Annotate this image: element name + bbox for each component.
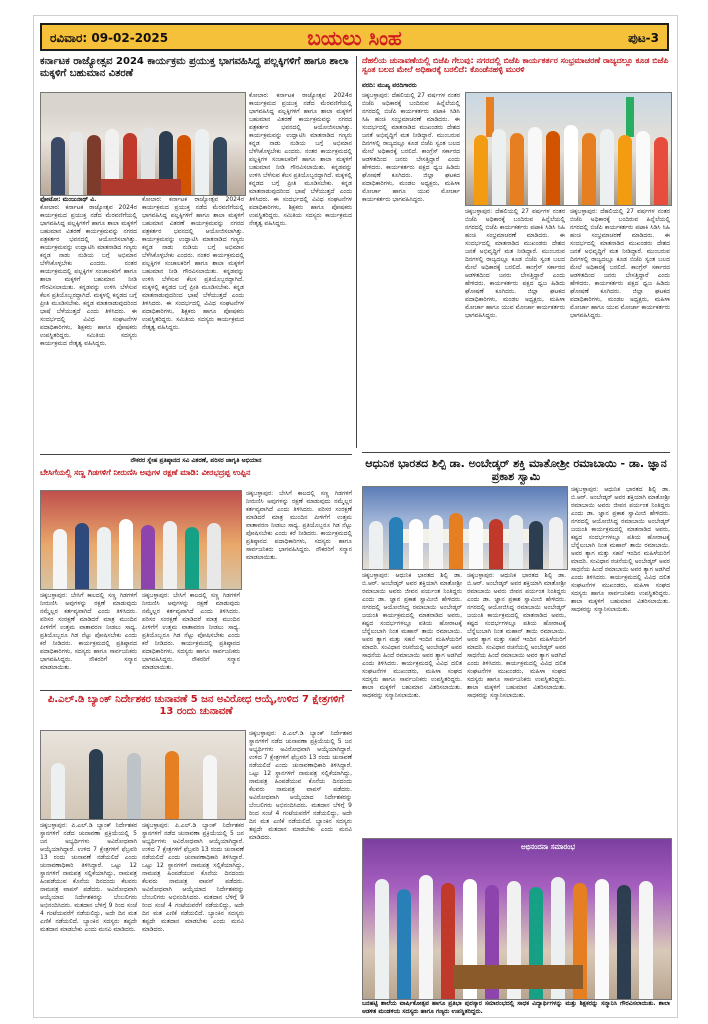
article-5-body-col-3: ಚಿಕ್ಕಬಳ್ಳಾಪುರ: ಪಿ.ಎಲ್.ಡಿ ಬ್ಯಾಂಕ್ ನಿರ್ದೇಶಕರ ಸ್ಥಾನಗಳಿಗೆ ನಡೆದ ಚುನಾವಣಾ ಪ್ರಕ್ರಿಯೆಯಲ್ಲಿ 5 ಜನ ಅಭ್ಯರ್ಥಿಗಳು ಅವಿರೋಧವಾಗಿ ಆಯ್ಕೆಯಾಗಿದ್ದಾರೆ. ಉಳಿದ 7 ಕ್ಷೇತ್ರಗಳಿಗೆ ಫೆಬ್ರವರಿ 13 ರಂದು ಚುನಾವಣೆ ನಡೆಯಲಿದೆ ಎಂದು ಚುನಾವಣಾಧಿಕಾರಿ ತಿಳಿಸಿದ್ದಾರೆ. ಒಟ್ಟು 12 ಸ್ಥಾನಗಳಿಗೆ ನಾಮಪತ್ರ ಸಲ್ಲಿಕೆಯಾಗಿದ್ದು, ನಾಮಪತ್ರ ಹಿಂಪಡೆಯುವ ಕೊನೆಯ ದಿನದಂದು ಕೆಲವರು ನಾಮಪತ್ರ ವಾಪಸ್ ಪಡೆದರು. ಅವಿರೋಧವಾಗಿ ಆಯ್ಕೆಯಾದ ನಿರ್ದೇಶಕರನ್ನು ಬೆಂಬಲಿಗರು ಅಭಿನಂದಿಸಿದರು. ಮತದಾನ ಬೆಳಿಗ್ಗೆ 9 ರಿಂದ ಸಂಜೆ 4 ಗಂಟೆಯವರೆಗೆ ನಡೆಯಲಿದ್ದು, ಅದೇ ದಿನ ಮತ ಎಣಿಕೆ ನಡೆಯಲಿದೆ. ಬ್ಯಾಂಕಿನ ಸದಸ್ಯರು ತಪ್ಪದೇ ಮತದಾನ ಮಾಡಬೇಕು ಎಂದು ಮನವಿ ಮಾಡಿದರು. <box>249 730 352 841</box>
article-3-body-col-3: ಚಿಕ್ಕಬಳ್ಳಾಪುರ: ಬೇಸಿಗೆ ಕಾಲದಲ್ಲಿ ಸಣ್ಣ ಗಿಡಗಳಿಗೆ ನೀರುಣಿಸಿ ಅವುಗಳನ್ನು ರಕ್ಷಣೆ ಮಾಡುವುದು ನಮ್ಮೆಲ್ಲರ ಕರ್ತವ್ಯವಾಗಿದೆ ಎಂದು ತಿಳಿಸಿದರು. ಪರಿಸರ ಸಂರಕ್ಷಣೆ ಮಾಡಿದರೆ ಮಾತ್ರ ಮುಂದಿನ ಪೀಳಿಗೆಗೆ ಉತ್ತಮ ವಾತಾವರಣ ನೀಡಲು ಸಾಧ್ಯ. ಪ್ರತಿಯೊಬ್ಬರೂ ಗಿಡ ನೆಟ್ಟು ಪೋಷಿಸಬೇಕು ಎಂದು ಕರೆ ನೀಡಿದರು. ಕಾರ್ಯಕ್ರಮದಲ್ಲಿ ಪ್ರತಿಷ್ಠಾನದ ಪದಾಧಿಕಾರಿಗಳು, ಸದಸ್ಯರು ಹಾಗೂ ಸಾರ್ವಜನಿಕರು ಭಾಗವಹಿಸಿದ್ದರು. ನೌಕರರಿಗೆ ಸನ್ಮಾನ ಮಾಡಲಾಯಿತು. <box>246 490 352 561</box>
article-3-body-col-2: ಚಿಕ್ಕಬಳ್ಳಾಪುರ: ಬೇಸಿಗೆ ಕಾಲದಲ್ಲಿ ಸಣ್ಣ ಗಿಡಗಳಿಗೆ ನೀರುಣಿಸಿ ಅವುಗಳನ್ನು ರಕ್ಷಣೆ ಮಾಡುವುದು ನಮ್ಮೆಲ್ಲರ ಕರ್ತವ್ಯವಾಗಿದೆ ಎಂದು ತಿಳಿಸಿದರು. ಪರಿಸರ ಸಂರಕ್ಷಣೆ ಮಾಡಿದರೆ ಮಾತ್ರ ಮುಂದಿನ ಪೀಳಿಗೆಗೆ ಉತ್ತಮ ವಾತಾವರಣ ನೀಡಲು ಸಾಧ್ಯ. ಪ್ರತಿಯೊಬ್ಬರೂ ಗಿಡ ನೆಟ್ಟು ಪೋಷಿಸಬೇಕು ಎಂದು ಕರೆ ನೀಡಿದರು. ಕಾರ್ಯಕ್ರಮದಲ್ಲಿ ಪ್ರತಿಷ್ಠಾನದ ಪದಾಧಿಕಾರಿಗಳು, ಸದಸ್ಯರು ಹಾಗೂ ಸಾರ್ವಜನಿಕರು ಭಾಗವಹಿಸಿದ್ದರು. ನೌಕರರಿಗೆ ಸನ್ಮಾನ ಮಾಡಲಾಯಿತು. <box>142 592 240 671</box>
article-2-body-col-2: ಚಿಕ್ಕಬಳ್ಳಾಪುರ: ದೆಹಲಿಯಲ್ಲಿ 27 ವರ್ಷಗಳ ನಂತರ ಬಿಜೆಪಿ ಅಧಿಕಾರಕ್ಕೆ ಬಂದಿರುವ ಹಿನ್ನೆಲೆಯಲ್ಲಿ ನಗರದಲ್ಲಿ ಬಿಜೆಪಿ ಕಾರ್ಯಕರ್ತರು ಪಟಾಕಿ ಸಿಡಿಸಿ ಸಿಹಿ ಹಂಚಿ ಸಂಭ್ರಮಾಚರಣೆ ಮಾಡಿದರು. ಈ ಸಂದರ್ಭದಲ್ಲಿ ಮಾತನಾಡಿದ ಮುಖಂಡರು ದೇಶದ ಜನತೆ ಅಭಿವೃದ್ಧಿಗೆ ಮತ ನೀಡಿದ್ದಾರೆ. ಮುಂಬರುವ ದಿನಗಳಲ್ಲಿ ರಾಜ್ಯದಲ್ಲೂ ಕೂಡ ಬಿಜೆಪಿ ಸ್ವಂತ ಬಲದ ಮೇಲೆ ಅಧಿಕಾರಕ್ಕೆ ಬರಲಿದೆ. ಕಾಂಗ್ರೆಸ್ ಸರ್ಕಾರದ ಆಡಳಿತದಿಂದ ಜನರು ಬೇಸತ್ತಿದ್ದಾರೆ ಎಂದು ಹೇಳಿದರು. ಕಾರ್ಯಕರ್ತರು ಪಕ್ಷದ ಧ್ವಜ ಹಿಡಿದು ಘೋಷಣೆ ಕೂಗಿದರು. ಜಿಲ್ಲಾ ಘಟಕದ ಪದಾಧಿಕಾರಿಗಳು, ಮಂಡಲ ಅಧ್ಯಕ್ಷರು, ಮಹಿಳಾ ಮೋರ್ಚಾ ಹಾಗೂ ಯುವ ಮೋರ್ಚಾ ಕಾರ್ಯಕರ್ತರು ಭಾಗವಹಿಸಿದ್ದರು. <box>465 208 565 319</box>
article-3-body-col-1: ಚಿಕ್ಕಬಳ್ಳಾಪುರ: ಬೇಸಿಗೆ ಕಾಲದಲ್ಲಿ ಸಣ್ಣ ಗಿಡಗಳಿಗೆ ನೀರುಣಿಸಿ ಅವುಗಳನ್ನು ರಕ್ಷಣೆ ಮಾಡುವುದು ನಮ್ಮೆಲ್ಲರ ಕರ್ತವ್ಯವಾಗಿದೆ ಎಂದು ತಿಳಿಸಿದರು. ಪರಿಸರ ಸಂರಕ್ಷಣೆ ಮಾಡಿದರೆ ಮಾತ್ರ ಮುಂದಿನ ಪೀಳಿಗೆಗೆ ಉತ್ತಮ ವಾತಾವರಣ ನೀಡಲು ಸಾಧ್ಯ. ಪ್ರತಿಯೊಬ್ಬರೂ ಗಿಡ ನೆಟ್ಟು ಪೋಷಿಸಬೇಕು ಎಂದು ಕರೆ ನೀಡಿದರು. ಕಾರ್ಯಕ್ರಮದಲ್ಲಿ ಪ್ರತಿಷ್ಠಾನದ ಪದಾಧಿಕಾರಿಗಳು, ಸದಸ್ಯರು ಹಾಗೂ ಸಾರ್ವಜನಿಕರು ಭಾಗವಹಿಸಿದ್ದರು. ನೌಕರರಿಗೆ ಸನ್ಮಾನ ಮಾಡಲಾಯಿತು. <box>40 592 137 671</box>
masthead <box>40 23 669 51</box>
article-1-photo <box>40 92 246 196</box>
article-3-photo <box>40 490 242 590</box>
article-3-headline: ಬೇಸಿಗೆಯಲ್ಲಿ ಸಣ್ಣ ಗಿಡಗಳಿಗೆ ನೀರುಣಿಸಿ ಅವುಗಳ ರಕ್ಷಣೆ ಮಾಡಿ: ವೀರಭದ್ರಪ್ಪ ಉಪ್ಪಿನ <box>40 468 251 477</box>
article-5-body-col-1: ಚಿಕ್ಕಬಳ್ಳಾಪುರ: ಪಿ.ಎಲ್.ಡಿ ಬ್ಯಾಂಕ್ ನಿರ್ದೇಶಕರ ಸ್ಥಾನಗಳಿಗೆ ನಡೆದ ಚುನಾವಣಾ ಪ್ರಕ್ರಿಯೆಯಲ್ಲಿ 5 ಜನ ಅಭ್ಯರ್ಥಿಗಳು ಅವಿರೋಧವಾಗಿ ಆಯ್ಕೆಯಾಗಿದ್ದಾರೆ. ಉಳಿದ 7 ಕ್ಷೇತ್ರಗಳಿಗೆ ಫೆಬ್ರವರಿ 13 ರಂದು ಚುನಾವಣೆ ನಡೆಯಲಿದೆ ಎಂದು ಚುನಾವಣಾಧಿಕಾರಿ ತಿಳಿಸಿದ್ದಾರೆ. ಒಟ್ಟು 12 ಸ್ಥಾನಗಳಿಗೆ ನಾಮಪತ್ರ ಸಲ್ಲಿಕೆಯಾಗಿದ್ದು, ನಾಮಪತ್ರ ಹಿಂಪಡೆಯುವ ಕೊನೆಯ ದಿನದಂದು ಕೆಲವರು ನಾಮಪತ್ರ ವಾಪಸ್ ಪಡೆದರು. ಅವಿರೋಧವಾಗಿ ಆಯ್ಕೆಯಾದ ನಿರ್ದೇಶಕರನ್ನು ಬೆಂಬಲಿಗರು ಅಭಿನಂದಿಸಿದರು. ಮತದಾನ ಬೆಳಿಗ್ಗೆ 9 ರಿಂದ ಸಂಜೆ 4 ಗಂಟೆಯವರೆಗೆ ನಡೆಯಲಿದ್ದು, ಅದೇ ದಿನ ಮತ ಎಣಿಕೆ ನಡೆಯಲಿದೆ. ಬ್ಯಾಂಕಿನ ಸದಸ್ಯರು ತಪ್ಪದೇ ಮತದಾನ ಮಾಡಬೇಕು ಎಂದು ಮನವಿ ಮಾಡಿದರು. <box>40 822 137 933</box>
issue-date: ರವಿವಾರ: 09-02-2025 <box>50 31 169 45</box>
article-4-body-col-3: ಚಿಕ್ಕಬಳ್ಳಾಪುರ: ಆಧುನಿಕ ಭಾರತದ ಶಿಲ್ಪಿ ಡಾ. ಬಿ.ಆರ್. ಅಂಬೇಡ್ಕರ್ ಅವರ ಶಕ್ತಿಯಾಗಿ ಮಾತೋಶ್ರೀ ರಮಾಬಾಯಿ ಅವರು ಜೀವನ ಪರ್ಯಂತ ನಿಂತಿದ್ದರು ಎಂದು ಡಾ. ಜ್ಞಾನ ಪ್ರಕಾಶ ಸ್ವಾಮೀಜಿ ಹೇಳಿದರು. ನಗರದಲ್ಲಿ ಆಯೋಜಿಸಿದ್ದ ರಮಾಬಾಯಿ ಅಂಬೇಡ್ಕರ್ ಜಯಂತಿ ಕಾರ್ಯಕ್ರಮದಲ್ಲಿ ಮಾತನಾಡಿದ ಅವರು, ಕಷ್ಟದ ಸಂದರ್ಭಗಳಲ್ಲೂ ಪತಿಯ ಹೋರಾಟಕ್ಕೆ ಬೆನ್ನೆಲುಬಾಗಿ ನಿಂತ ಮಹಾನ್ ತಾಯಿ ರಮಾಬಾಯಿ. ಅವರ ತ್ಯಾಗ ಮತ್ತು ಸಹನೆ ಇಂದಿನ ಮಹಿಳೆಯರಿಗೆ ಮಾದರಿ. ಸಂವಿಧಾನ ರಚನೆಯಲ್ಲಿ ಅಂಬೇಡ್ಕರ್ ಅವರ ಸಾಧನೆಯ ಹಿಂದೆ ರಮಾಬಾಯಿ ಅವರ ತ್ಯಾಗ ಅಡಗಿದೆ ಎಂದು ತಿಳಿಸಿದರು. ಕಾರ್ಯಕ್ರಮದಲ್ಲಿ ವಿವಿಧ ದಲಿತ ಸಂಘಟನೆಗಳ ಮುಖಂಡರು, ಮಹಿಳಾ ಸಂಘದ ಸದಸ್ಯರು ಹಾಗೂ ಸಾರ್ವಜನಿಕರು ಉಪಸ್ಥಿತರಿದ್ದರು. ಶಾಲಾ ಮಕ್ಕಳಿಗೆ ಬಹುಮಾನ ವಿತರಿಸಲಾಯಿತು. ಸಾಧಕರನ್ನು ಸನ್ಮಾನಿಸಲಾಯಿತು. <box>571 486 670 613</box>
article-1-body-col-1: ಕೋಲಾರ: ಕರ್ನಾಟಕ ರಾಜ್ಯೋತ್ಸವ 2024ರ ಕಾರ್ಯಕ್ರಮದ ಪ್ರಯುಕ್ತ ನಡೆದ ಮೆರವಣಿಗೆಯಲ್ಲಿ ಭಾಗವಹಿಸಿದ್ದ ಪಲ್ಲಕ್ಕಿಗಳಿಗೆ ಹಾಗೂ ಶಾಲಾ ಮಕ್ಕಳಿಗೆ ಬಹುಮಾನ ವಿತರಣೆ ಕಾರ್ಯಕ್ರಮವನ್ನು ನಗರದ ಪತ್ರಕರ್ತರ ಭವನದಲ್ಲಿ ಆಯೋಜಿಸಲಾಗಿತ್ತು. ಕಾರ್ಯಕ್ರಮವನ್ನು ಉದ್ಘಾಟಿಸಿ ಮಾತನಾಡಿದ ಗಣ್ಯರು ಕನ್ನಡ ನಾಡು ನುಡಿಯ ಬಗ್ಗೆ ಅಭಿಮಾನ ಬೆಳೆಸಿಕೊಳ್ಳಬೇಕು ಎಂದರು. ನಂತರ ಕಾರ್ಯಕ್ರಮದಲ್ಲಿ ಪಲ್ಲಕ್ಕಿಗಳ ಸಂಚಾಲಕರಿಗೆ ಹಾಗೂ ಶಾಲಾ ಮಕ್ಕಳಿಗೆ ಬಹುಮಾನ ನೀಡಿ ಗೌರವಿಸಲಾಯಿತು. ಕನ್ನಡವನ್ನು ಉಳಿಸಿ ಬೆಳೆಸುವ ಕೆಲಸ ಪ್ರತಿಯೊಬ್ಬರದ್ದಾಗಿದೆ. ಮಕ್ಕಳಲ್ಲಿ ಕನ್ನಡದ ಬಗ್ಗೆ ಪ್ರೀತಿ ಮೂಡಿಸಬೇಕು. ಕನ್ನಡ ಮಾತನಾಡುವುದರಿಂದ ಭಾಷೆ ಬೆಳೆಯುತ್ತದೆ ಎಂದು ತಿಳಿಸಿದರು. ಈ ಸಂದರ್ಭದಲ್ಲಿ ವಿವಿಧ ಸಂಘಟನೆಗಳ ಪದಾಧಿಕಾರಿಗಳು, ಶಿಕ್ಷಕರು ಹಾಗೂ ಪೋಷಕರು ಉಪಸ್ಥಿತರಿದ್ದರು. ಸಮಿತಿಯ ಸದಸ್ಯರು ಕಾರ್ಯಕ್ರಮದ ನೇತೃತ್ವ ವಹಿಸಿದ್ದರು. <box>40 204 137 347</box>
article-5-photo <box>40 730 246 820</box>
section-divider <box>362 452 670 453</box>
article-5-body-col-2: ಚಿಕ್ಕಬಳ್ಳಾಪುರ: ಪಿ.ಎಲ್.ಡಿ ಬ್ಯಾಂಕ್ ನಿರ್ದೇಶಕರ ಸ್ಥಾನಗಳಿಗೆ ನಡೆದ ಚುನಾವಣಾ ಪ್ರಕ್ರಿಯೆಯಲ್ಲಿ 5 ಜನ ಅಭ್ಯರ್ಥಿಗಳು ಅವಿರೋಧವಾಗಿ ಆಯ್ಕೆಯಾಗಿದ್ದಾರೆ. ಉಳಿದ 7 ಕ್ಷೇತ್ರಗಳಿಗೆ ಫೆಬ್ರವರಿ 13 ರಂದು ಚುನಾವಣೆ ನಡೆಯಲಿದೆ ಎಂದು ಚುನಾವಣಾಧಿಕಾರಿ ತಿಳಿಸಿದ್ದಾರೆ. ಒಟ್ಟು 12 ಸ್ಥಾನಗಳಿಗೆ ನಾಮಪತ್ರ ಸಲ್ಲಿಕೆಯಾಗಿದ್ದು, ನಾಮಪತ್ರ ಹಿಂಪಡೆಯುವ ಕೊನೆಯ ದಿನದಂದು ಕೆಲವರು ನಾಮಪತ್ರ ವಾಪಸ್ ಪಡೆದರು. ಅವಿರೋಧವಾಗಿ ಆಯ್ಕೆಯಾದ ನಿರ್ದೇಶಕರನ್ನು ಬೆಂಬಲಿಗರು ಅಭಿನಂದಿಸಿದರು. ಮತದಾನ ಬೆಳಿಗ್ಗೆ 9 ರಿಂದ ಸಂಜೆ 4 ಗಂಟೆಯವರೆಗೆ ನಡೆಯಲಿದ್ದು, ಅದೇ ದಿನ ಮತ ಎಣಿಕೆ ನಡೆಯಲಿದೆ. ಬ್ಯಾಂಕಿನ ಸದಸ್ಯರು ತಪ್ಪದೇ ಮತದಾನ ಮಾಡಬೇಕು ಎಂದು ಮನವಿ ಮಾಡಿದರು. <box>142 822 244 933</box>
article-2-body-col-1: ಚಿಕ್ಕಬಳ್ಳಾಪುರ: ದೆಹಲಿಯಲ್ಲಿ 27 ವರ್ಷಗಳ ನಂತರ ಬಿಜೆಪಿ ಅಧಿಕಾರಕ್ಕೆ ಬಂದಿರುವ ಹಿನ್ನೆಲೆಯಲ್ಲಿ ನಗರದಲ್ಲಿ ಬಿಜೆಪಿ ಕಾರ್ಯಕರ್ತರು ಪಟಾಕಿ ಸಿಡಿಸಿ ಸಿಹಿ ಹಂಚಿ ಸಂಭ್ರಮಾಚರಣೆ ಮಾಡಿದರು. ಈ ಸಂದರ್ಭದಲ್ಲಿ ಮಾತನಾಡಿದ ಮುಖಂಡರು ದೇಶದ ಜನತೆ ಅಭಿವೃದ್ಧಿಗೆ ಮತ ನೀಡಿದ್ದಾರೆ. ಮುಂಬರುವ ದಿನಗಳಲ್ಲಿ ರಾಜ್ಯದಲ್ಲೂ ಕೂಡ ಬಿಜೆಪಿ ಸ್ವಂತ ಬಲದ ಮೇಲೆ ಅಧಿಕಾರಕ್ಕೆ ಬರಲಿದೆ. ಕಾಂಗ್ರೆಸ್ ಸರ್ಕಾರದ ಆಡಳಿತದಿಂದ ಜನರು ಬೇಸತ್ತಿದ್ದಾರೆ ಎಂದು ಹೇಳಿದರು. ಕಾರ್ಯಕರ್ತರು ಪಕ್ಷದ ಧ್ವಜ ಹಿಡಿದು ಘೋಷಣೆ ಕೂಗಿದರು. ಜಿಲ್ಲಾ ಘಟಕದ ಪದಾಧಿಕಾರಿಗಳು, ಮಂಡಲ ಅಧ್ಯಕ್ಷರು, ಮಹಿಳಾ ಮೋರ್ಚಾ ಹಾಗೂ ಯುವ ಮೋರ್ಚಾ ಕಾರ್ಯಕರ್ತರು ಭಾಗವಹಿಸಿದ್ದರು. <box>362 92 460 203</box>
article-5-headline: ಪಿ.ಎಲ್.ಡಿ ಬ್ಯಾಂಕ್ ನಿರ್ದೇಶಕರ ಚುನಾವಣೆ 5 ಜನ ಅವಿರೋಧ ಆಯ್ಕೆ,ಉಳಿದ 7 ಕ್ಷೇತ್ರಗಳಿಗೆ 13 ರಂದು ಚುನಾವಣೆ <box>47 694 345 717</box>
page-number: ಪುಟ-3 <box>628 31 659 45</box>
article-4-headline: ಆಧುನಿಕ ಭಾರತದ ಶಿಲ್ಪಿ ಡಾ. ಅಂಬೇಡ್ಕರ್ ಶಕ್ತಿ ಮಾತೋಶ್ರೀ ರಮಾಬಾಯಿ - ಡಾ. ಜ್ಞಾನ ಪ್ರಕಾಶ ಸ್ವಾಮಿ <box>365 457 667 483</box>
section-divider <box>40 454 352 455</box>
article-2-body-col-3: ಚಿಕ್ಕಬಳ್ಳಾಪುರ: ದೆಹಲಿಯಲ್ಲಿ 27 ವರ್ಷಗಳ ನಂತರ ಬಿಜೆಪಿ ಅಧಿಕಾರಕ್ಕೆ ಬಂದಿರುವ ಹಿನ್ನೆಲೆಯಲ್ಲಿ ನಗರದಲ್ಲಿ ಬಿಜೆಪಿ ಕಾರ್ಯಕರ್ತರು ಪಟಾಕಿ ಸಿಡಿಸಿ ಸಿಹಿ ಹಂಚಿ ಸಂಭ್ರಮಾಚರಣೆ ಮಾಡಿದರು. ಈ ಸಂದರ್ಭದಲ್ಲಿ ಮಾತನಾಡಿದ ಮುಖಂಡರು ದೇಶದ ಜನತೆ ಅಭಿವೃದ್ಧಿಗೆ ಮತ ನೀಡಿದ್ದಾರೆ. ಮುಂಬರುವ ದಿನಗಳಲ್ಲಿ ರಾಜ್ಯದಲ್ಲೂ ಕೂಡ ಬಿಜೆಪಿ ಸ್ವಂತ ಬಲದ ಮೇಲೆ ಅಧಿಕಾರಕ್ಕೆ ಬರಲಿದೆ. ಕಾಂಗ್ರೆಸ್ ಸರ್ಕಾರದ ಆಡಳಿತದಿಂದ ಜನರು ಬೇಸತ್ತಿದ್ದಾರೆ ಎಂದು ಹೇಳಿದರು. ಕಾರ್ಯಕರ್ತರು ಪಕ್ಷದ ಧ್ವಜ ಹಿಡಿದು ಘೋಷಣೆ ಕೂಗಿದರು. ಜಿಲ್ಲಾ ಘಟಕದ ಪದಾಧಿಕಾರಿಗಳು, ಮಂಡಲ ಅಧ್ಯಕ್ಷರು, ಮಹಿಳಾ ಮೋರ್ಚಾ ಹಾಗೂ ಯುವ ಮೋರ್ಚಾ ಕಾರ್ಯಕರ್ತರು ಭಾಗವಹಿಸಿದ್ದರು. <box>570 208 670 319</box>
article-2-photo <box>465 92 672 206</box>
article-4-body-col-1: ಚಿಕ್ಕಬಳ್ಳಾಪುರ: ಆಧುನಿಕ ಭಾರತದ ಶಿಲ್ಪಿ ಡಾ. ಬಿ.ಆರ್. ಅಂಬೇಡ್ಕರ್ ಅವರ ಶಕ್ತಿಯಾಗಿ ಮಾತೋಶ್ರೀ ರಮಾಬಾಯಿ ಅವರು ಜೀವನ ಪರ್ಯಂತ ನಿಂತಿದ್ದರು ಎಂದು ಡಾ. ಜ್ಞಾನ ಪ್ರಕಾಶ ಸ್ವಾಮೀಜಿ ಹೇಳಿದರು. ನಗರದಲ್ಲಿ ಆಯೋಜಿಸಿದ್ದ ರಮಾಬಾಯಿ ಅಂಬೇಡ್ಕರ್ ಜಯಂತಿ ಕಾರ್ಯಕ್ರಮದಲ್ಲಿ ಮಾತನಾಡಿದ ಅವರು, ಕಷ್ಟದ ಸಂದರ್ಭಗಳಲ್ಲೂ ಪತಿಯ ಹೋರಾಟಕ್ಕೆ ಬೆನ್ನೆಲುಬಾಗಿ ನಿಂತ ಮಹಾನ್ ತಾಯಿ ರಮಾಬಾಯಿ. ಅವರ ತ್ಯಾಗ ಮತ್ತು ಸಹನೆ ಇಂದಿನ ಮಹಿಳೆಯರಿಗೆ ಮಾದರಿ. ಸಂವಿಧಾನ ರಚನೆಯಲ್ಲಿ ಅಂಬೇಡ್ಕರ್ ಅವರ ಸಾಧನೆಯ ಹಿಂದೆ ರಮಾಬಾಯಿ ಅವರ ತ್ಯಾಗ ಅಡಗಿದೆ ಎಂದು ತಿಳಿಸಿದರು. ಕಾರ್ಯಕ್ರಮದಲ್ಲಿ ವಿವಿಧ ದಲಿತ ಸಂಘಟನೆಗಳ ಮುಖಂಡರು, ಮಹಿಳಾ ಸಂಘದ ಸದಸ್ಯರು ಹಾಗೂ ಸಾರ್ವಜನಿಕರು ಉಪಸ್ಥಿತರಿದ್ದರು. ಶಾಲಾ ಮಕ್ಕಳಿಗೆ ಬಹುಮಾನ ವಿತರಿಸಲಾಯಿತು. ಸಾಧಕರನ್ನು ಸನ್ಮಾನಿಸಲಾಯಿತು. <box>362 572 462 699</box>
article-1-headline: ಕರ್ನಾಟಕ ರಾಜ್ಯೋತ್ಸವ 2024 ಕಾರ್ಯಕ್ರಮ ಪ್ರಯುಕ್ತ ಭಾಗವಹಿಸಿದ್ದ ಪಲ್ಲಕ್ಕಿಗಳಿಗೆ ಹಾಗೂ ಶಾಲಾ ಮಕ್ಕಳಿಗೆ ಬಹುಮಾನ ವಿತರಣೆ <box>40 56 349 79</box>
article-2-headline: ದೆಹಲಿಯ ಚುನಾವಣೆಯಲ್ಲಿ ಬಿಜೆಪಿ ಗೆಲುವು: ನಗರದಲ್ಲಿ ಬಿಜೆಪಿ ಕಾರ್ಯಕರ್ತರ ಸಂಭ್ರಮಾಚರಣೆ ರಾಜ್ಯದಲ್ಲೂ ಕೂಡ ಬಿಜೆಪಿ ಸ್ವಂತ ಬಲದ ಮೇಲೆ ಅಧಿಕಾರಕ್ಕೆ ಬರಲಿದೆ: ಕೊಂಡೆನಹಳ್ಳಿ ಮುರಳಿ <box>362 56 669 75</box>
article-4-photo <box>362 486 568 570</box>
article-1-photo-credit: ಫೋಟೋ: ಮಂಜುನಾಥ್ ವಿ. <box>40 196 97 203</box>
article-3-kicker: ನೌಕರರ ಸ್ನೇಹ ಪ್ರತಿಷ್ಠಾನದ ಸವಿ ವಿತರಣೆ, ಪರಿಸರ ಜಾಗೃತಿ ಅಭಿಯಾನ <box>130 457 262 464</box>
newspaper-title: ಬಯಲು ಸಿಂಹ <box>307 26 402 50</box>
article-6-banner-text: ಅಭಿನಂದನಾ ಸಮಾರಂಭ <box>520 843 576 851</box>
article-2-byline: ವರದಿ: ಮುಖ್ಯ ವರದಿಗಾರರು <box>362 82 417 89</box>
article-1-body-col-3: ಕೋಲಾರ: ಕರ್ನಾಟಕ ರಾಜ್ಯೋತ್ಸವ 2024ರ ಕಾರ್ಯಕ್ರಮದ ಪ್ರಯುಕ್ತ ನಡೆದ ಮೆರವಣಿಗೆಯಲ್ಲಿ ಭಾಗವಹಿಸಿದ್ದ ಪಲ್ಲಕ್ಕಿಗಳಿಗೆ ಹಾಗೂ ಶಾಲಾ ಮಕ್ಕಳಿಗೆ ಬಹುಮಾನ ವಿತರಣೆ ಕಾರ್ಯಕ್ರಮವನ್ನು ನಗರದ ಪತ್ರಕರ್ತರ ಭವನದಲ್ಲಿ ಆಯೋಜಿಸಲಾಗಿತ್ತು. ಕಾರ್ಯಕ್ರಮವನ್ನು ಉದ್ಘಾಟಿಸಿ ಮಾತನಾಡಿದ ಗಣ್ಯರು ಕನ್ನಡ ನಾಡು ನುಡಿಯ ಬಗ್ಗೆ ಅಭಿಮಾನ ಬೆಳೆಸಿಕೊಳ್ಳಬೇಕು ಎಂದರು. ನಂತರ ಕಾರ್ಯಕ್ರಮದಲ್ಲಿ ಪಲ್ಲಕ್ಕಿಗಳ ಸಂಚಾಲಕರಿಗೆ ಹಾಗೂ ಶಾಲಾ ಮಕ್ಕಳಿಗೆ ಬಹುಮಾನ ನೀಡಿ ಗೌರವಿಸಲಾಯಿತು. ಕನ್ನಡವನ್ನು ಉಳಿಸಿ ಬೆಳೆಸುವ ಕೆಲಸ ಪ್ರತಿಯೊಬ್ಬರದ್ದಾಗಿದೆ. ಮಕ್ಕಳಲ್ಲಿ ಕನ್ನಡದ ಬಗ್ಗೆ ಪ್ರೀತಿ ಮೂಡಿಸಬೇಕು. ಕನ್ನಡ ಮಾತನಾಡುವುದರಿಂದ ಭಾಷೆ ಬೆಳೆಯುತ್ತದೆ ಎಂದು ತಿಳಿಸಿದರು. ಈ ಸಂದರ್ಭದಲ್ಲಿ ವಿವಿಧ ಸಂಘಟನೆಗಳ ಪದಾಧಿಕಾರಿಗಳು, ಶಿಕ್ಷಕರು ಹಾಗೂ ಪೋಷಕರು ಉಪಸ್ಥಿತರಿದ್ದರು. ಸಮಿತಿಯ ಸದಸ್ಯರು ಕಾರ್ಯಕ್ರಮದ ನೇತೃತ್ವ ವಹಿಸಿದ್ದರು. <box>249 92 352 227</box>
section-divider <box>40 690 352 691</box>
column-divider <box>356 56 357 448</box>
article-6-caption: ಬನಹಟ್ಟಿ ಶಾಲೆಯ ವಾರ್ಷಿಕೋತ್ಸವ ಹಾಗೂ ಪ್ರತಿಭಾ ಪುರಸ್ಕಾರ ಸಮಾರಂಭದಲ್ಲಿ ಸಾಧಕ ವಿದ್ಯಾರ್ಥಿಗಳನ್ನು ಮತ್ತು ಶಿಕ್ಷಕರನ್ನು ಸನ್ಮಾನಿಸಿ ಗೌರವಿಸಲಾಯಿತು. ಶಾಲಾ ಆಡಳಿತ ಮಂಡಳಿಯ ಸದಸ್ಯರು ಹಾಗೂ ಗಣ್ಯರು ಉಪಸ್ಥಿತರಿದ್ದರು. <box>362 1000 670 1015</box>
article-6-photo <box>362 838 672 1000</box>
article-4-body-col-2: ಚಿಕ್ಕಬಳ್ಳಾಪುರ: ಆಧುನಿಕ ಭಾರತದ ಶಿಲ್ಪಿ ಡಾ. ಬಿ.ಆರ್. ಅಂಬೇಡ್ಕರ್ ಅವರ ಶಕ್ತಿಯಾಗಿ ಮಾತೋಶ್ರೀ ರಮಾಬಾಯಿ ಅವರು ಜೀವನ ಪರ್ಯಂತ ನಿಂತಿದ್ದರು ಎಂದು ಡಾ. ಜ್ಞಾನ ಪ್ರಕಾಶ ಸ್ವಾಮೀಜಿ ಹೇಳಿದರು. ನಗರದಲ್ಲಿ ಆಯೋಜಿಸಿದ್ದ ರಮಾಬಾಯಿ ಅಂಬೇಡ್ಕರ್ ಜಯಂತಿ ಕಾರ್ಯಕ್ರಮದಲ್ಲಿ ಮಾತನಾಡಿದ ಅವರು, ಕಷ್ಟದ ಸಂದರ್ಭಗಳಲ್ಲೂ ಪತಿಯ ಹೋರಾಟಕ್ಕೆ ಬೆನ್ನೆಲುಬಾಗಿ ನಿಂತ ಮಹಾನ್ ತಾಯಿ ರಮಾಬಾಯಿ. ಅವರ ತ್ಯಾಗ ಮತ್ತು ಸಹನೆ ಇಂದಿನ ಮಹಿಳೆಯರಿಗೆ ಮಾದರಿ. ಸಂವಿಧಾನ ರಚನೆಯಲ್ಲಿ ಅಂಬೇಡ್ಕರ್ ಅವರ ಸಾಧನೆಯ ಹಿಂದೆ ರಮಾಬಾಯಿ ಅವರ ತ್ಯಾಗ ಅಡಗಿದೆ ಎಂದು ತಿಳಿಸಿದರು. ಕಾರ್ಯಕ್ರಮದಲ್ಲಿ ವಿವಿಧ ದಲಿತ ಸಂಘಟನೆಗಳ ಮುಖಂಡರು, ಮಹಿಳಾ ಸಂಘದ ಸದಸ್ಯರು ಹಾಗೂ ಸಾರ್ವಜನಿಕರು ಉಪಸ್ಥಿತರಿದ್ದರು. ಶಾಲಾ ಮಕ್ಕಳಿಗೆ ಬಹುಮಾನ ವಿತರಿಸಲಾಯಿತು. ಸಾಧಕರನ್ನು ಸನ್ಮಾನಿಸಲಾಯಿತು. <box>467 572 566 699</box>
article-1-body-col-2: ಕೋಲಾರ: ಕರ್ನಾಟಕ ರಾಜ್ಯೋತ್ಸವ 2024ರ ಕಾರ್ಯಕ್ರಮದ ಪ್ರಯುಕ್ತ ನಡೆದ ಮೆರವಣಿಗೆಯಲ್ಲಿ ಭಾಗವಹಿಸಿದ್ದ ಪಲ್ಲಕ್ಕಿಗಳಿಗೆ ಹಾಗೂ ಶಾಲಾ ಮಕ್ಕಳಿಗೆ ಬಹುಮಾನ ವಿತರಣೆ ಕಾರ್ಯಕ್ರಮವನ್ನು ನಗರದ ಪತ್ರಕರ್ತರ ಭವನದಲ್ಲಿ ಆಯೋಜಿಸಲಾಗಿತ್ತು. ಕಾರ್ಯಕ್ರಮವನ್ನು ಉದ್ಘಾಟಿಸಿ ಮಾತನಾಡಿದ ಗಣ್ಯರು ಕನ್ನಡ ನಾಡು ನುಡಿಯ ಬಗ್ಗೆ ಅಭಿಮಾನ ಬೆಳೆಸಿಕೊಳ್ಳಬೇಕು ಎಂದರು. ನಂತರ ಕಾರ್ಯಕ್ರಮದಲ್ಲಿ ಪಲ್ಲಕ್ಕಿಗಳ ಸಂಚಾಲಕರಿಗೆ ಹಾಗೂ ಶಾಲಾ ಮಕ್ಕಳಿಗೆ ಬಹುಮಾನ ನೀಡಿ ಗೌರವಿಸಲಾಯಿತು. ಕನ್ನಡವನ್ನು ಉಳಿಸಿ ಬೆಳೆಸುವ ಕೆಲಸ ಪ್ರತಿಯೊಬ್ಬರದ್ದಾಗಿದೆ. ಮಕ್ಕಳಲ್ಲಿ ಕನ್ನಡದ ಬಗ್ಗೆ ಪ್ರೀತಿ ಮೂಡಿಸಬೇಕು. ಕನ್ನಡ ಮಾತನಾಡುವುದರಿಂದ ಭಾಷೆ ಬೆಳೆಯುತ್ತದೆ ಎಂದು ತಿಳಿಸಿದರು. ಈ ಸಂದರ್ಭದಲ್ಲಿ ವಿವಿಧ ಸಂಘಟನೆಗಳ ಪದಾಧಿಕಾರಿಗಳು, ಶಿಕ್ಷಕರು ಹಾಗೂ ಪೋಷಕರು ಉಪಸ್ಥಿತರಿದ್ದರು. ಸಮಿತಿಯ ಸದಸ್ಯರು ಕಾರ್ಯಕ್ರಮದ ನೇತೃತ್ವ ವಹಿಸಿದ್ದರು. <box>142 196 244 331</box>
